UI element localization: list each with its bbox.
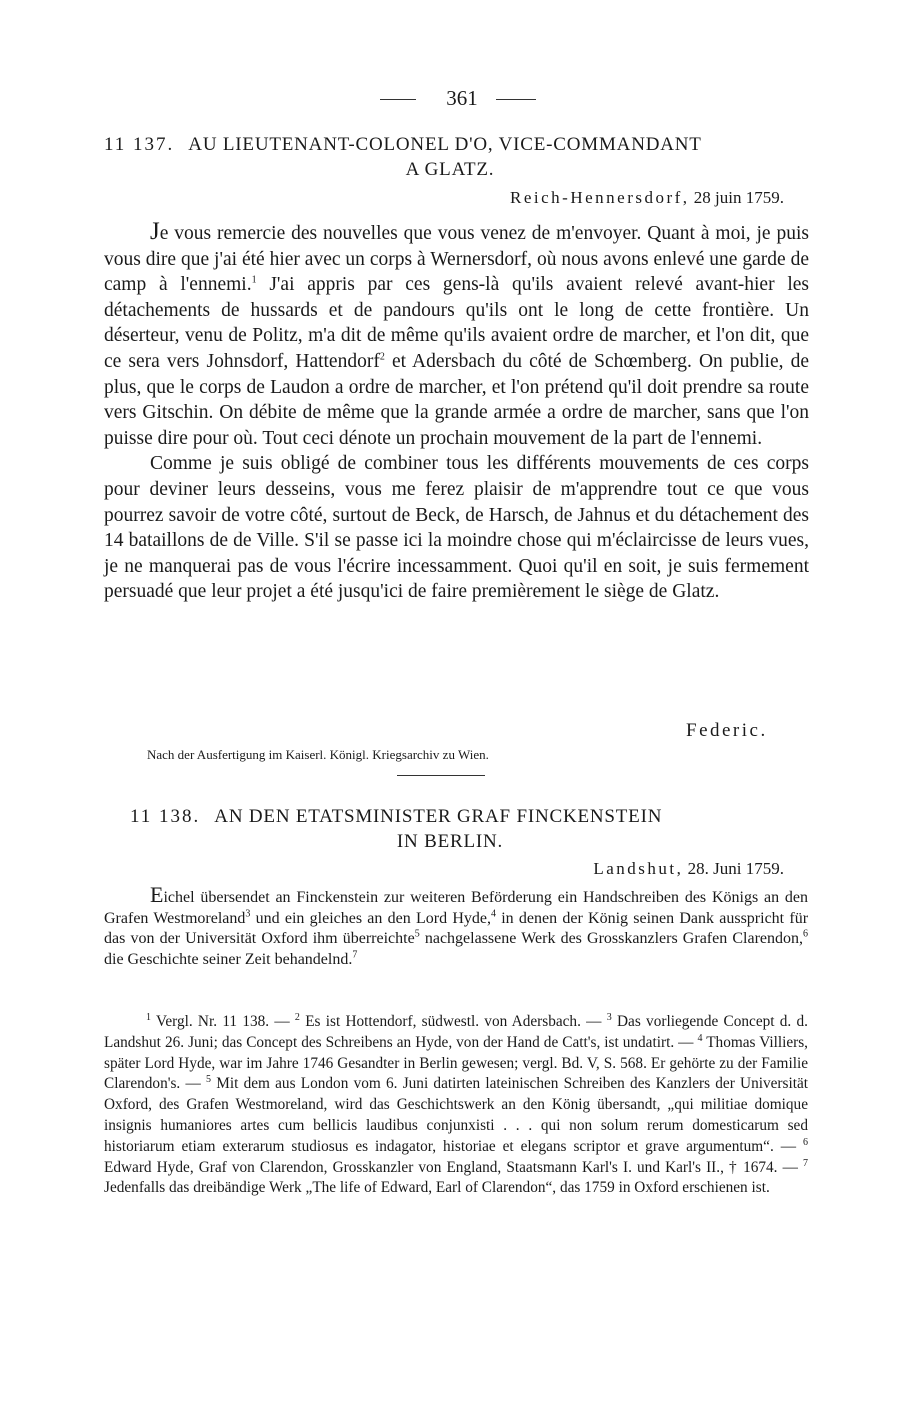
footnote-number: 5 [206, 1074, 212, 1086]
paragraph-text: nachgelassene Werk des Grosskanzlers Grafen Clarendon, [419, 930, 803, 948]
dateline [593, 859, 784, 879]
footnote-ref: 3 [245, 908, 251, 920]
initial-letter: J [150, 218, 160, 245]
paragraph [104, 884, 808, 970]
footnote-text: Es ist Hottendorf, südwestl. von Adersbach. — [299, 1013, 607, 1030]
header-rule-right [496, 99, 536, 100]
footnote-number: 3 [606, 1011, 612, 1023]
source-note: Nach der Ausfertigung im Kaiserl. Königl. Kriegsarchiv zu Wien. [147, 747, 489, 762]
signature: Federic. [686, 720, 768, 741]
footnote-text: Mit dem aus London vom 6. Juni datirten lateinischen Schreiben des Kanzlers der Universität Oxford, des Grafen Westmoreland, wird das Geschichtswerk an den König übersandt, „qui militiae domique insignis humaniores artes cum bellicis laudibus conjunxisti . . . qui non solum rerum domesticarum sed historiarum etiam exterarum studiosus es indagator, historiae et elegans scriptor et grave argumentum“. — [104, 1075, 808, 1155]
initial-letter: E [150, 882, 164, 907]
page-header [0, 86, 900, 118]
dateline-place: Reich-Hennersdorf, [510, 188, 690, 207]
footnote-number: 2 [294, 1011, 300, 1023]
paragraph-text: J'ai appris par ces gens-là qu'ils avaient relevé avant-hier les détachements de hussards et de pandours qu'ils ont le long de cette frontière. Un déserteur, venu de Politz, m'a dit de même qu'ils avaient ordre de marcher, et l'on dit, que ce sera vers Johnsdorf, Hattendorf [104, 274, 809, 372]
footnote-ref: 5 [414, 928, 420, 940]
footnote-text: Das vorliegende Concept d. d. Landshut 26. Juni; das Concept des Schreibens an Hyde, von der Hand de Catt's, ist undatirt. — [104, 1013, 808, 1051]
footnote-number: 4 [697, 1032, 703, 1044]
header-rule-left [380, 99, 416, 100]
letter-heading [130, 806, 810, 828]
letter-body [104, 219, 809, 605]
footnote-text: Edward Hyde, Graf von Clarendon, Grosskanzler von England, Staatsmann Karl's I. und Karl's II., † 1674. — [104, 1158, 803, 1176]
footnote-ref: 6 [803, 928, 808, 940]
page-number: 361 [446, 86, 478, 110]
paragraph-text: e vous remercie des nouvelles que vous venez de m'envoyer. Quant à moi, je puis vous dire que j'ai été hier avec un corps à Wernersdorf, où nous avons enlevé une garde de camp à l'ennemi. [104, 223, 809, 296]
footnote-number: 6 [803, 1136, 808, 1148]
dateline-place: Landshut, [593, 859, 684, 878]
footnote-number: 7 [803, 1157, 808, 1169]
paragraph-text: Comme je suis obligé de combiner tous les différents mouvements de ces corps pour deviner leurs desseins, vous me ferez plaisir de m'apprendre tout ce que vous pourrez savoir de votre côté, surtout de Beck, de Harsch, de Jahnus et du détachement des 14 bataillons de de Ville. S'il se passe ici la moindre chose qui m'éclaircisse de leurs vues, je ne manquerai pas de vous l'écrire incessamment. Quoi qu'il en soit, je suis fermement persuadé que leur projet a été jusqu'ici de faire premièrement le siège de Glatz. [104, 453, 809, 603]
footnote-ref: 1 [251, 274, 257, 286]
paragraph [104, 219, 809, 451]
paragraph-text: in denen der König seinen Dank ausspricht für das von der Universität Oxford ihm überreichte [104, 909, 809, 948]
footnote-text: Jedenfalls das dreibändige Werk „The life of Edward, Earl of Clarendon“, das 1759 in Oxford erschienen ist. [104, 1179, 770, 1197]
recipient-line-2: IN BERLIN. [396, 831, 504, 852]
footnote-text: Thomas Villiers, später Lord Hyde, war im Jahre 1746 Gesandter in Berlin gewesen; vergl. Bd. V, S. 568. Er gehörte zu der Familie Clarendon's. — [104, 1033, 809, 1093]
letter-heading [104, 134, 814, 156]
footnote-text: Vergl. Nr. 11 138. — [151, 1013, 295, 1030]
regest-body [104, 884, 808, 970]
recipient-line-1: AU LIEUTENANT-COLONEL D'O, VICE-COMMANDANT [188, 134, 702, 155]
recipient-line-1: AN DEN ETATSMINISTER GRAF FINCKENSTEIN [214, 806, 663, 827]
paragraph-text: ichel übersendet an Finckenstein zur weiteren Beförderung ein Handschreiben des Königs an den Grafen Westmoreland [104, 889, 808, 927]
recipient-line-2: A GLATZ. [405, 159, 495, 180]
dateline-date: 28. Juni 1759. [687, 859, 784, 878]
dateline [510, 188, 784, 208]
paragraph-text: et Adersbach du côté de Schœmberg. On publie, de plus, que le corps de Laudon a ordre de marcher, et l'on prétend qu'il doit prendre sa route vers Gitschin. On débite de même que la grande armée a ordre de marcher, sans que l'on puisse dire pour où. Tout ceci dénote un prochain mouvement de la part de l'ennemi. [104, 350, 809, 449]
footnotes [104, 1012, 808, 1199]
footnote-ref: 2 [379, 351, 385, 363]
paragraph-text: und ein gleiches an den Lord Hyde, [250, 909, 491, 927]
footnote-ref: 7 [352, 949, 358, 961]
letter-number: 11 137. [104, 134, 175, 155]
footnote-number: 1 [146, 1011, 151, 1023]
footnote-ref: 4 [490, 908, 496, 920]
paragraph-text: die Geschichte seiner Zeit behandelnd. [104, 950, 353, 968]
letter-number: 11 138. [130, 806, 201, 827]
section-divider [397, 775, 485, 776]
paragraph [104, 451, 809, 605]
dateline-date: 28 juin 1759. [693, 188, 784, 207]
